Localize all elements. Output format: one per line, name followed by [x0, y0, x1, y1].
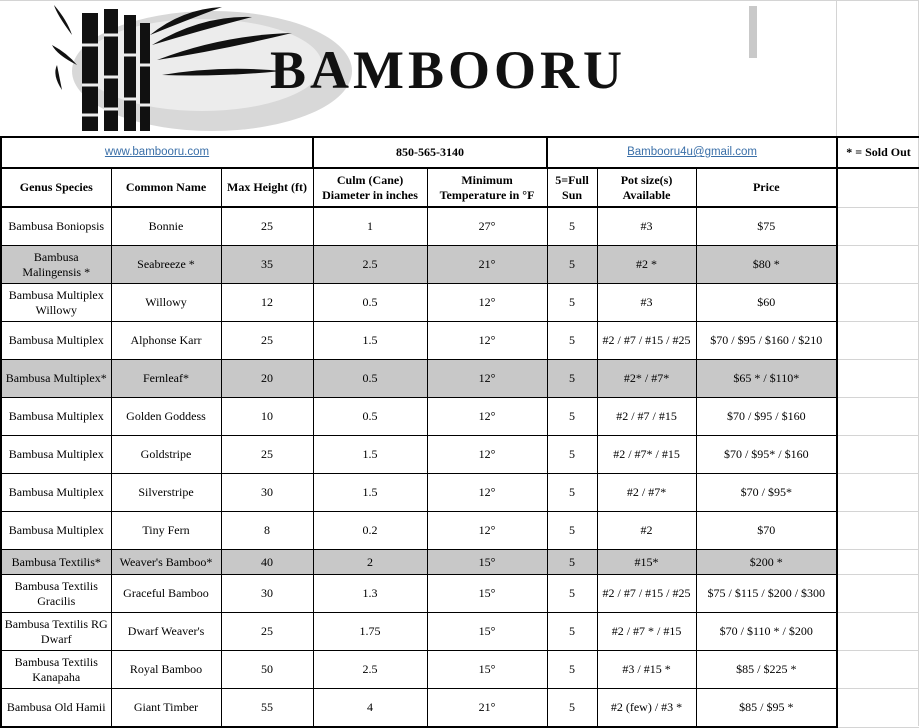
pot-sizes-cell: #2 [597, 512, 696, 550]
pot-sizes-cell: #2 / #7 / #15 / #25 [597, 322, 696, 360]
column-header: Genus Species [1, 168, 111, 207]
min-temperature-cell: 12° [427, 322, 547, 360]
sun-cell: 5 [547, 398, 597, 436]
price-cell: $75 / $115 / $200 / $300 [696, 575, 837, 613]
genus-species-cell: Bambusa Textilis Gracilis [1, 575, 111, 613]
pot-sizes-cell: #2* / #7* [597, 360, 696, 398]
empty-cell [837, 575, 919, 613]
price-cell: $70 / $95* / $160 [696, 436, 837, 474]
empty-cell [837, 360, 919, 398]
culm-diameter-cell: 1.5 [313, 474, 427, 512]
cursor-bar [749, 6, 757, 58]
table-row [1, 360, 919, 398]
empty-cell [837, 207, 919, 246]
min-temperature-cell: 15° [427, 651, 547, 689]
empty-cell [837, 613, 919, 651]
sun-cell: 5 [547, 246, 597, 284]
max-height-cell: 10 [221, 398, 313, 436]
common-name-cell: Silverstripe [111, 474, 221, 512]
pot-sizes-cell: #2 * [597, 246, 696, 284]
sun-cell: 5 [547, 360, 597, 398]
max-height-cell: 25 [221, 613, 313, 651]
genus-species-cell: Bambusa Textilis Kanapaha [1, 651, 111, 689]
common-name-cell: Weaver's Bamboo* [111, 550, 221, 575]
price-cell: $70 / $95 / $160 [696, 398, 837, 436]
genus-species-cell: Bambusa Textilis* [1, 550, 111, 575]
culm-diameter-cell: 4 [313, 689, 427, 728]
table-row [1, 436, 919, 474]
culm-diameter-cell: 1.3 [313, 575, 427, 613]
pot-sizes-cell: #2 / #7* [597, 474, 696, 512]
common-name-cell: Alphonse Karr [111, 322, 221, 360]
min-temperature-cell: 21° [427, 689, 547, 728]
sun-cell: 5 [547, 550, 597, 575]
price-cell: $70 / $95* [696, 474, 837, 512]
table-row [1, 575, 919, 613]
price-cell: $70 / $95 / $160 / $210 [696, 322, 837, 360]
min-temperature-cell: 15° [427, 575, 547, 613]
price-cell: $200 * [696, 550, 837, 575]
culm-diameter-cell: 0.5 [313, 284, 427, 322]
email-link[interactable]: Bambooru4u@gmail.com [547, 137, 837, 168]
pot-sizes-cell: #15* [597, 550, 696, 575]
genus-species-cell: Bambusa Multiplex [1, 398, 111, 436]
genus-species-cell: Bambusa Multiplex [1, 322, 111, 360]
common-name-cell: Seabreeze * [111, 246, 221, 284]
sun-cell: 5 [547, 207, 597, 246]
table-row [1, 246, 919, 284]
pot-sizes-cell: #2 / #7* / #15 [597, 436, 696, 474]
min-temperature-cell: 21° [427, 246, 547, 284]
column-header: Max Height (ft) [221, 168, 313, 207]
sun-cell: 5 [547, 284, 597, 322]
max-height-cell: 12 [221, 284, 313, 322]
phone-number: 850-565-3140 [313, 137, 547, 168]
table-row [1, 651, 919, 689]
price-cell: $85 / $95 * [696, 689, 837, 728]
table-row [1, 207, 919, 246]
empty-cell [837, 436, 919, 474]
table-row [1, 689, 919, 728]
price-cell: $60 [696, 284, 837, 322]
price-cell: $65 * / $110* [696, 360, 837, 398]
min-temperature-cell: 15° [427, 613, 547, 651]
culm-diameter-cell: 0.2 [313, 512, 427, 550]
culm-diameter-cell: 1.5 [313, 322, 427, 360]
empty-cell [837, 651, 919, 689]
genus-species-cell: Bambusa Multiplex* [1, 360, 111, 398]
sun-cell: 5 [547, 575, 597, 613]
common-name-cell: Graceful Bamboo [111, 575, 221, 613]
genus-species-cell: Bambusa Multiplex Willowy [1, 284, 111, 322]
max-height-cell: 55 [221, 689, 313, 728]
header-row [1, 168, 919, 207]
logo-banner [0, 0, 919, 136]
common-name-cell: Dwarf Weaver's [111, 613, 221, 651]
common-name-cell: Giant Timber [111, 689, 221, 728]
column-header: Culm (Cane) Diameter in inches [313, 168, 427, 207]
pot-sizes-cell: #3 [597, 284, 696, 322]
price-cell: $70 [696, 512, 837, 550]
max-height-cell: 8 [221, 512, 313, 550]
min-temperature-cell: 12° [427, 398, 547, 436]
genus-species-cell: Bambusa Multiplex [1, 436, 111, 474]
column-header: Price [696, 168, 837, 207]
website-link[interactable]: www.bambooru.com [1, 137, 313, 168]
pot-sizes-cell: #3 [597, 207, 696, 246]
empty-cell [837, 284, 919, 322]
max-height-cell: 25 [221, 207, 313, 246]
min-temperature-cell: 12° [427, 436, 547, 474]
grid-line [0, 0, 919, 1]
culm-diameter-cell: 1 [313, 207, 427, 246]
min-temperature-cell: 12° [427, 474, 547, 512]
pot-sizes-cell: #3 / #15 * [597, 651, 696, 689]
table-row [1, 398, 919, 436]
table-row [1, 322, 919, 360]
max-height-cell: 50 [221, 651, 313, 689]
column-header: Pot size(s) Available [597, 168, 696, 207]
genus-species-cell: Bambusa Malingensis * [1, 246, 111, 284]
empty-cell [837, 168, 919, 207]
culm-diameter-cell: 2.5 [313, 651, 427, 689]
price-list-table [0, 136, 919, 728]
min-temperature-cell: 27° [427, 207, 547, 246]
max-height-cell: 25 [221, 322, 313, 360]
sun-cell: 5 [547, 512, 597, 550]
empty-cell [837, 398, 919, 436]
genus-species-cell: Bambusa Textilis RG Dwarf [1, 613, 111, 651]
brand-wordmark: BAMBOORU [270, 40, 626, 100]
max-height-cell: 40 [221, 550, 313, 575]
common-name-cell: Willowy [111, 284, 221, 322]
sun-cell: 5 [547, 651, 597, 689]
culm-diameter-cell: 2 [313, 550, 427, 575]
pot-sizes-cell: #2 / #7 * / #15 [597, 613, 696, 651]
column-header: Common Name [111, 168, 221, 207]
empty-cell [837, 246, 919, 284]
max-height-cell: 25 [221, 436, 313, 474]
table-row [1, 550, 919, 575]
price-cell: $80 * [696, 246, 837, 284]
sun-cell: 5 [547, 613, 597, 651]
table-row [1, 284, 919, 322]
empty-cell [837, 474, 919, 512]
genus-species-cell: Bambusa Multiplex [1, 474, 111, 512]
culm-diameter-cell: 0.5 [313, 360, 427, 398]
min-temperature-cell: 12° [427, 284, 547, 322]
common-name-cell: Tiny Fern [111, 512, 221, 550]
genus-species-cell: Bambusa Multiplex [1, 512, 111, 550]
min-temperature-cell: 15° [427, 550, 547, 575]
sun-cell: 5 [547, 436, 597, 474]
sun-cell: 5 [547, 689, 597, 728]
table-row [1, 512, 919, 550]
common-name-cell: Golden Goddess [111, 398, 221, 436]
sun-cell: 5 [547, 474, 597, 512]
sun-cell: 5 [547, 322, 597, 360]
price-cell: $70 / $110 * / $200 [696, 613, 837, 651]
culm-diameter-cell: 1.75 [313, 613, 427, 651]
table-row [1, 474, 919, 512]
max-height-cell: 35 [221, 246, 313, 284]
sold-out-legend: * = Sold Out [837, 137, 919, 168]
price-cell: $75 [696, 207, 837, 246]
min-temperature-cell: 12° [427, 512, 547, 550]
column-header: 5=Full Sun [547, 168, 597, 207]
empty-cell [837, 550, 919, 575]
pot-sizes-cell: #2 / #7 / #15 / #25 [597, 575, 696, 613]
max-height-cell: 20 [221, 360, 313, 398]
table-row [1, 613, 919, 651]
contact-row [1, 137, 919, 168]
price-cell: $85 / $225 * [696, 651, 837, 689]
column-header: Minimum Temperature in °F [427, 168, 547, 207]
culm-diameter-cell: 0.5 [313, 398, 427, 436]
common-name-cell: Bonnie [111, 207, 221, 246]
max-height-cell: 30 [221, 474, 313, 512]
max-height-cell: 30 [221, 575, 313, 613]
empty-cell [837, 322, 919, 360]
genus-species-cell: Bambusa Boniopsis [1, 207, 111, 246]
culm-diameter-cell: 2.5 [313, 246, 427, 284]
common-name-cell: Royal Bamboo [111, 651, 221, 689]
genus-species-cell: Bambusa Old Hamii [1, 689, 111, 728]
min-temperature-cell: 12° [427, 360, 547, 398]
empty-cell [837, 512, 919, 550]
empty-cell [837, 689, 919, 728]
common-name-cell: Fernleaf* [111, 360, 221, 398]
pot-sizes-cell: #2 / #7 / #15 [597, 398, 696, 436]
pot-sizes-cell: #2 (few) / #3 * [597, 689, 696, 728]
culm-diameter-cell: 1.5 [313, 436, 427, 474]
common-name-cell: Goldstripe [111, 436, 221, 474]
grid-line [836, 0, 837, 136]
